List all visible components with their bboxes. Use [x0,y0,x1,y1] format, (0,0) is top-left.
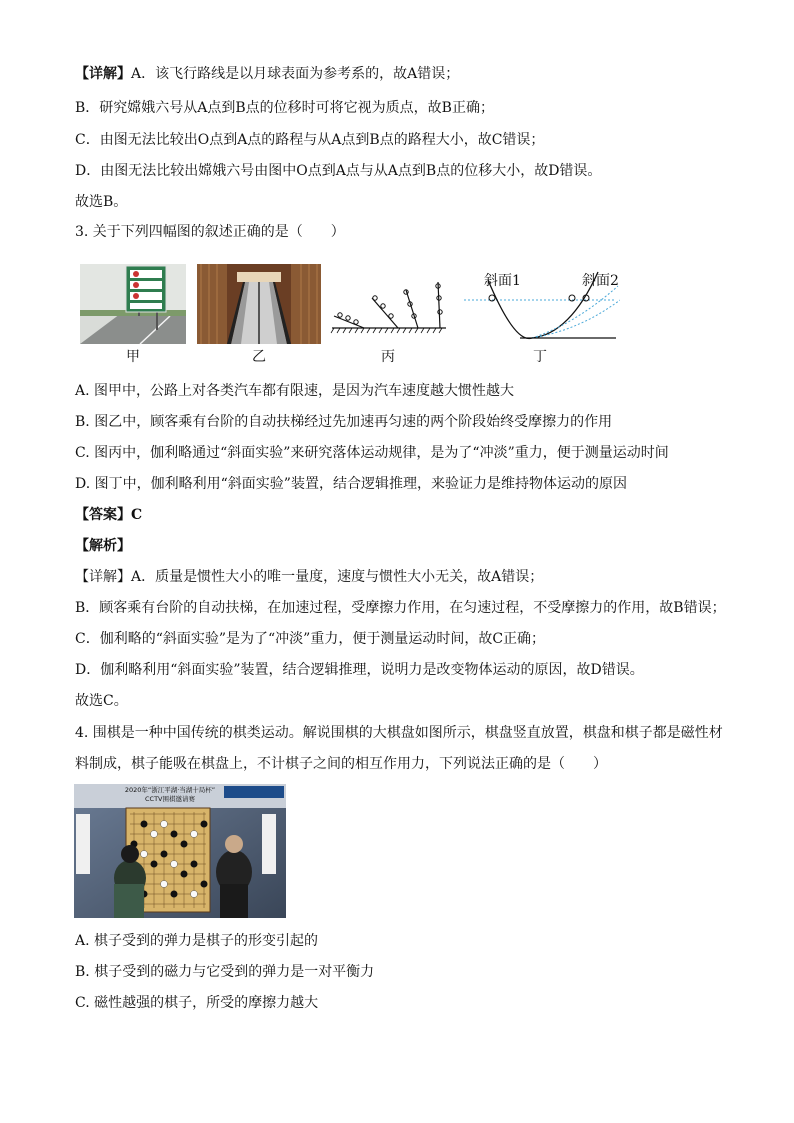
explain-q2-d: D．由图无法比较出嫦娥六号由图中O点到A点与从A点到B点的位移大小，故D错误。 [75,163,602,179]
q3-option-d: D. 图丁中，伽利略利用“斜面实验”装置，结合逻辑推理，来验证力是维持物体运动的原因 [75,476,627,492]
q3-analysis-head: 【解析】 [75,538,131,554]
tv-title-line1: 2020年“浙江平湖·当湖十局杯” [124,786,216,794]
detail-head: 【详解】 [75,66,131,82]
q3-option-b: B. 图乙中，顾客乘有台阶的自动扶梯经过先加速再匀速的两个阶段始终受摩擦力的作用 [75,414,613,430]
q3-explain-d: D．伽利略利用“斜面实验”装置，结合逻辑推理，说明力是改变物体运动的原因，故D错误。 [75,662,644,678]
q3-option-c: C. 图丙中，伽利略通过“斜面实验”来研究落体运动规律，是为了“冲淡”重力，便于测量运动时间 [75,445,669,461]
fig-go-board-photo [74,784,286,918]
q3-explain-b: B．顾客乘有台阶的自动扶梯，在加速过程，受摩擦力作用，在匀速过程，不受摩擦力的作用，故B错误； [75,600,726,616]
q3-stem: 3. 关于下列四幅图的叙述正确的是（ ） [75,224,345,240]
fig-label-yi: 乙 [252,349,266,365]
tv-title-line2: CCTV围棋邀请赛 [145,795,195,803]
q3-explain-c: C．伽利略的“斜面实验”是为了“冲淡”重力，便于测量运动时间，故C正确； [75,631,546,647]
q4-stem-line1: 4. 围棋是一种中国传统的棋类运动。解说围棋的大棋盘如图所示，棋盘竖直放置，棋盘和棋子都是磁性材 [75,725,723,741]
q4-option-a: A. 棋子受到的弹力是棋子的形变引起的 [75,933,319,949]
q3-answer: 【答案】C [75,507,143,523]
q3-option-a: A. 图甲中，公路上对各类汽车都有限速，是因为汽车速度越大惯性越大 [75,383,515,399]
explain-q2-b: B．研究嫦娥六号从A点到B点的位移时可将它视为质点，故B正确； [75,100,494,116]
fig-jia-road-sign [80,264,186,344]
q4-option-b: B. 棋子受到的磁力与它受到的弹力是一对平衡力 [75,964,375,980]
fig-label-jia: 甲 [126,349,140,365]
fig-ding-slopes [460,264,620,344]
fig-yi-escalator [197,264,321,344]
q4-option-c: C. 磁性越强的棋子，所受的摩擦力越大 [75,995,319,1011]
q4-stem-line2: 料制成，棋子能吸在棋盘上，不计棋子之间的相互作用力，下列说法正确的是（ ） [75,756,607,772]
road-sign-illustration [80,264,186,344]
slope1-label: 斜面1 [484,273,521,289]
explain-q2-a: 【详解】A．该飞行路线是以月球表面为参考系的，故A错误； [75,66,460,82]
q3-choose: 故选C。 [75,693,128,709]
go-board-illustration [74,784,286,918]
q2-choose: 故选B。 [75,194,128,210]
fig-label-ding: 丁 [533,349,547,365]
slope2-label: 斜面2 [582,273,619,289]
escalator-illustration [197,264,321,344]
explain-q2-c: C．由图无法比较出O点到A点的路程与从A点到B点的路程大小，故C错误； [75,132,545,148]
tv-banner [110,786,230,804]
fig-label-bing: 丙 [381,349,395,365]
fig-bing-inclines [330,280,448,344]
inclines-illustration [330,280,448,344]
q3-explain-a: 【详解】A．质量是惯性大小的唯一量度，速度与惯性大小无关，故A错误； [75,569,544,585]
